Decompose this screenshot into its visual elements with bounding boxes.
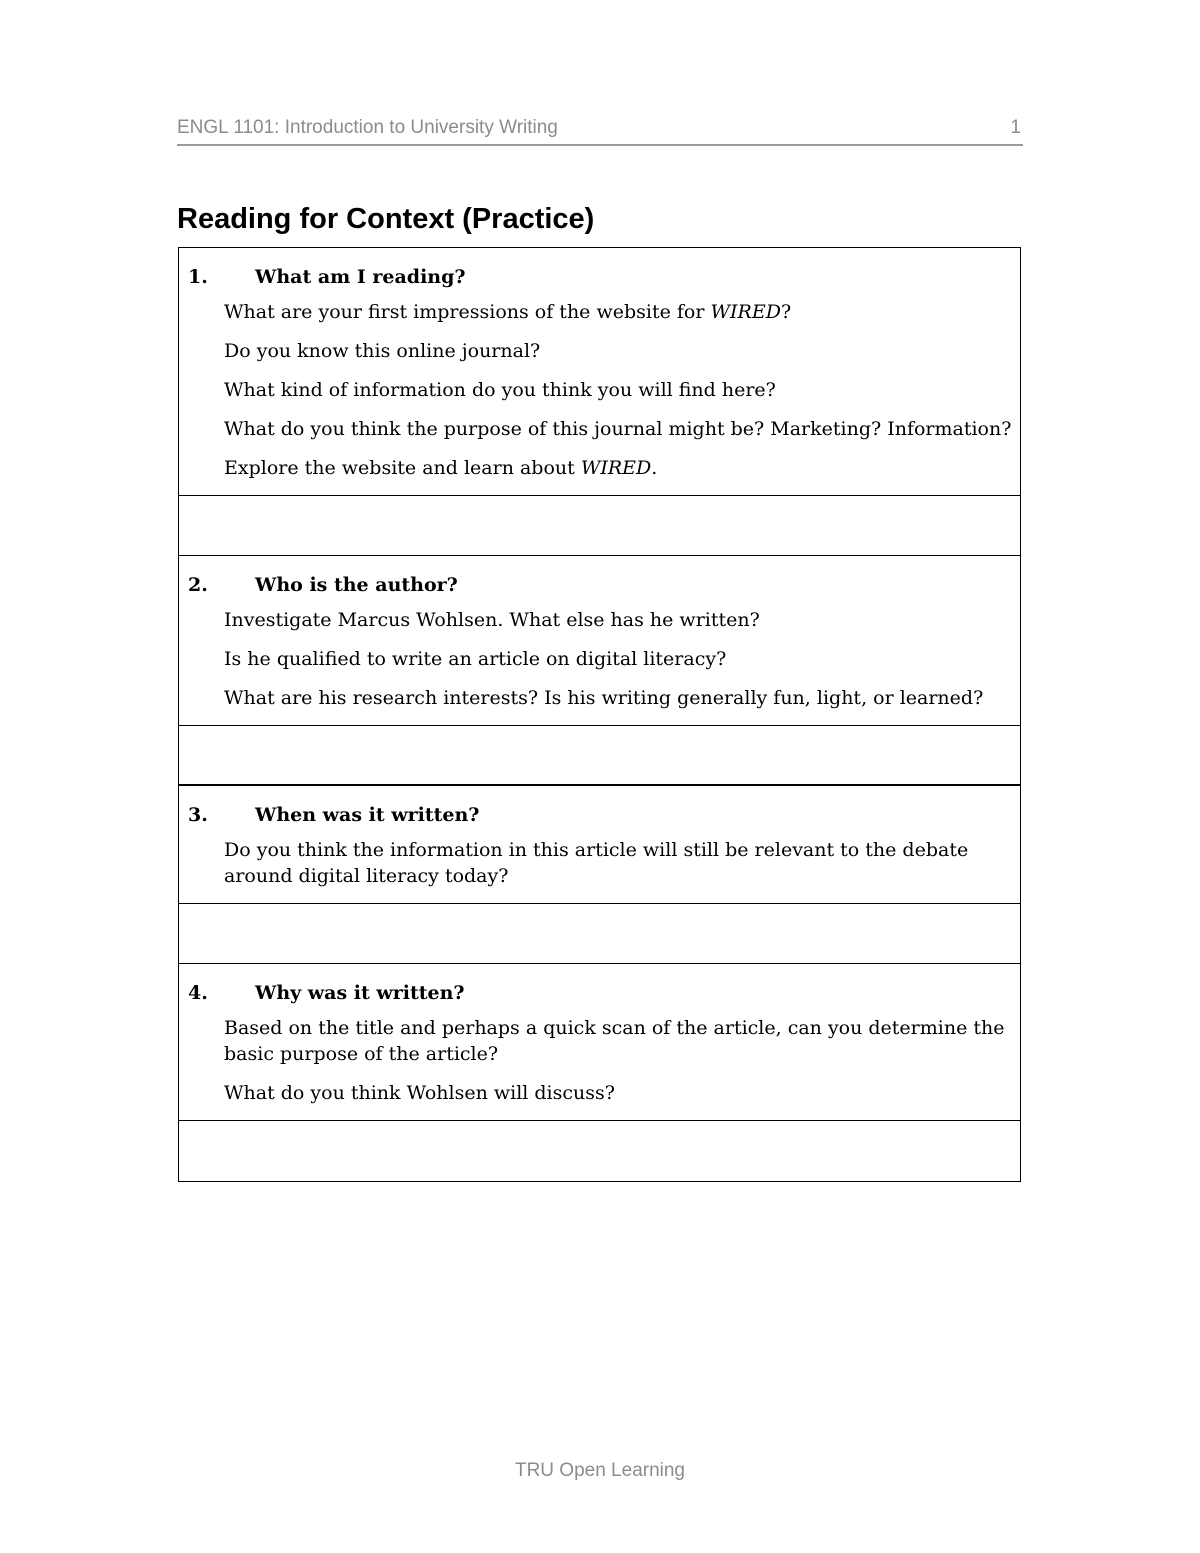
answer-box-1[interactable] [179, 496, 1020, 556]
question-heading [188, 800, 1012, 830]
question-prompt: What are your first impressions of the website for WIRED? [224, 301, 792, 323]
question-prompt: Investigate Marcus Wohlsen. What else has he written? [224, 609, 760, 631]
question-number: 4. [188, 982, 208, 1004]
page-number: 1 [1010, 117, 1021, 138]
question-heading [188, 570, 1012, 600]
running-header [177, 116, 1023, 146]
question-number: 3. [188, 804, 208, 826]
question-number: 1. [188, 266, 208, 288]
publication-name: WIRED [580, 457, 652, 479]
question-3 [179, 786, 1020, 904]
page-title: Reading for Context (Practice) [177, 203, 595, 235]
question-4 [179, 964, 1020, 1121]
question-1 [179, 248, 1020, 496]
question-prompt: What are his research interests? Is his writing generally fun, light, or learned? [224, 687, 984, 709]
question-heading [188, 978, 1012, 1008]
question-prompt: Explore the website and learn about WIRED. [224, 457, 658, 479]
answer-box-2[interactable] [179, 726, 1020, 786]
question-title: When was it written? [255, 804, 480, 826]
page-footer: TRU Open Learning [514, 1460, 686, 1481]
question-title: What am I reading? [255, 266, 466, 288]
worksheet-table [178, 247, 1021, 1182]
answer-box-3[interactable] [179, 904, 1020, 964]
question-number: 2. [188, 574, 208, 596]
course-title: ENGL 1101: Introduction to University Writing [177, 117, 558, 138]
question-title: Who is the author? [255, 574, 458, 596]
question-prompt: Based on the title and perhaps a quick scan of the article, can you determine the basic purpose of the article? [224, 1017, 1005, 1065]
question-2 [179, 556, 1020, 726]
question-prompt: Do you think the information in this article will still be relevant to the debate around digital literacy today? [224, 839, 969, 887]
question-heading [188, 262, 1012, 292]
question-prompt: Is he qualified to write an article on digital literacy? [224, 648, 727, 670]
question-prompt: Do you know this online journal? [224, 340, 541, 362]
question-prompt: What do you think the purpose of this journal might be? Marketing? Information? [224, 418, 1012, 440]
answer-box-4[interactable] [179, 1121, 1020, 1181]
question-prompt: What kind of information do you think you will find here? [224, 379, 776, 401]
question-title: Why was it written? [255, 982, 465, 1004]
publication-name: WIRED [710, 301, 781, 323]
question-prompt: What do you think Wohlsen will discuss? [224, 1082, 615, 1104]
